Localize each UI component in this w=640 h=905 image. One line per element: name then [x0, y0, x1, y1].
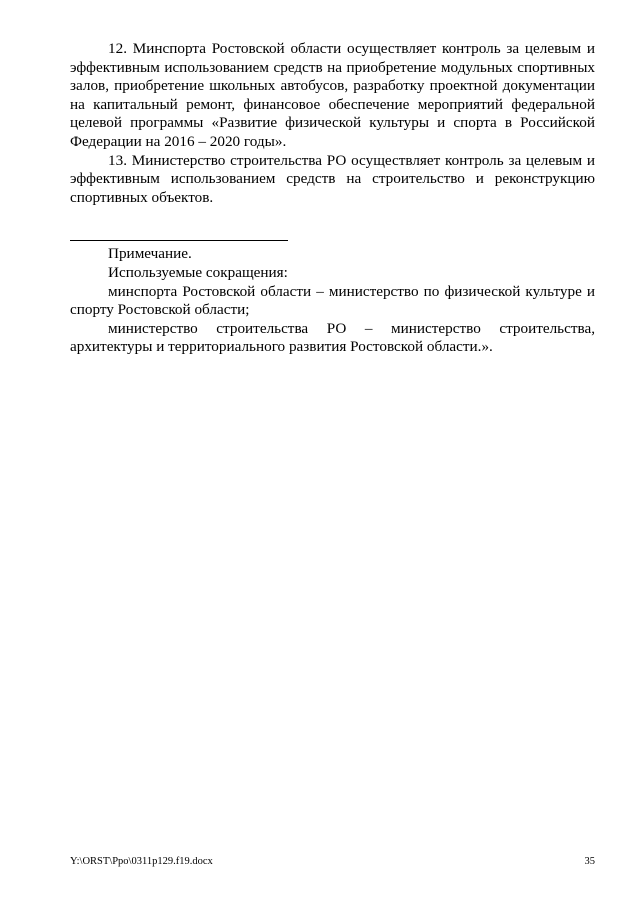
abbreviations-heading: Используемые сокращения:: [108, 263, 288, 281]
abbreviation-minsport: минспорта Ростовской области – министерство по физической культуре и спорту Ростовской области;: [70, 282, 595, 319]
footer-file-path: Y:\ORST\Ppo\0311p129.f19.docx: [70, 856, 213, 867]
page-number: 35: [584, 856, 595, 867]
document-body: [70, 40, 595, 357]
note-title: Примечание.: [108, 245, 192, 263]
paragraph-13: 13. Министерство строительства РО осуществляет контроль за целевым и эффективным использованием средств на строительство и реконструкцию спортивных объектов.: [70, 151, 595, 206]
abbreviation-minstroy: министерство строительства РО – министерство строительства, архитектуры и территориального развития Ростовской области.».: [70, 319, 595, 356]
paragraph-12: 12. Минспорта Ростовской области осуществляет контроль за целевым и эффективным использованием средств на приобретение модульных спортивных залов, приобретение школьных автобусов, разработку проектной документации на капитальный ремонт, финансовое обеспечение мероприятий федеральной целевой программы «Развитие физической культуры и спорта в Российской Федерации на 2016 – 2020 годы».: [70, 40, 595, 150]
footnote-separator: [70, 240, 288, 241]
